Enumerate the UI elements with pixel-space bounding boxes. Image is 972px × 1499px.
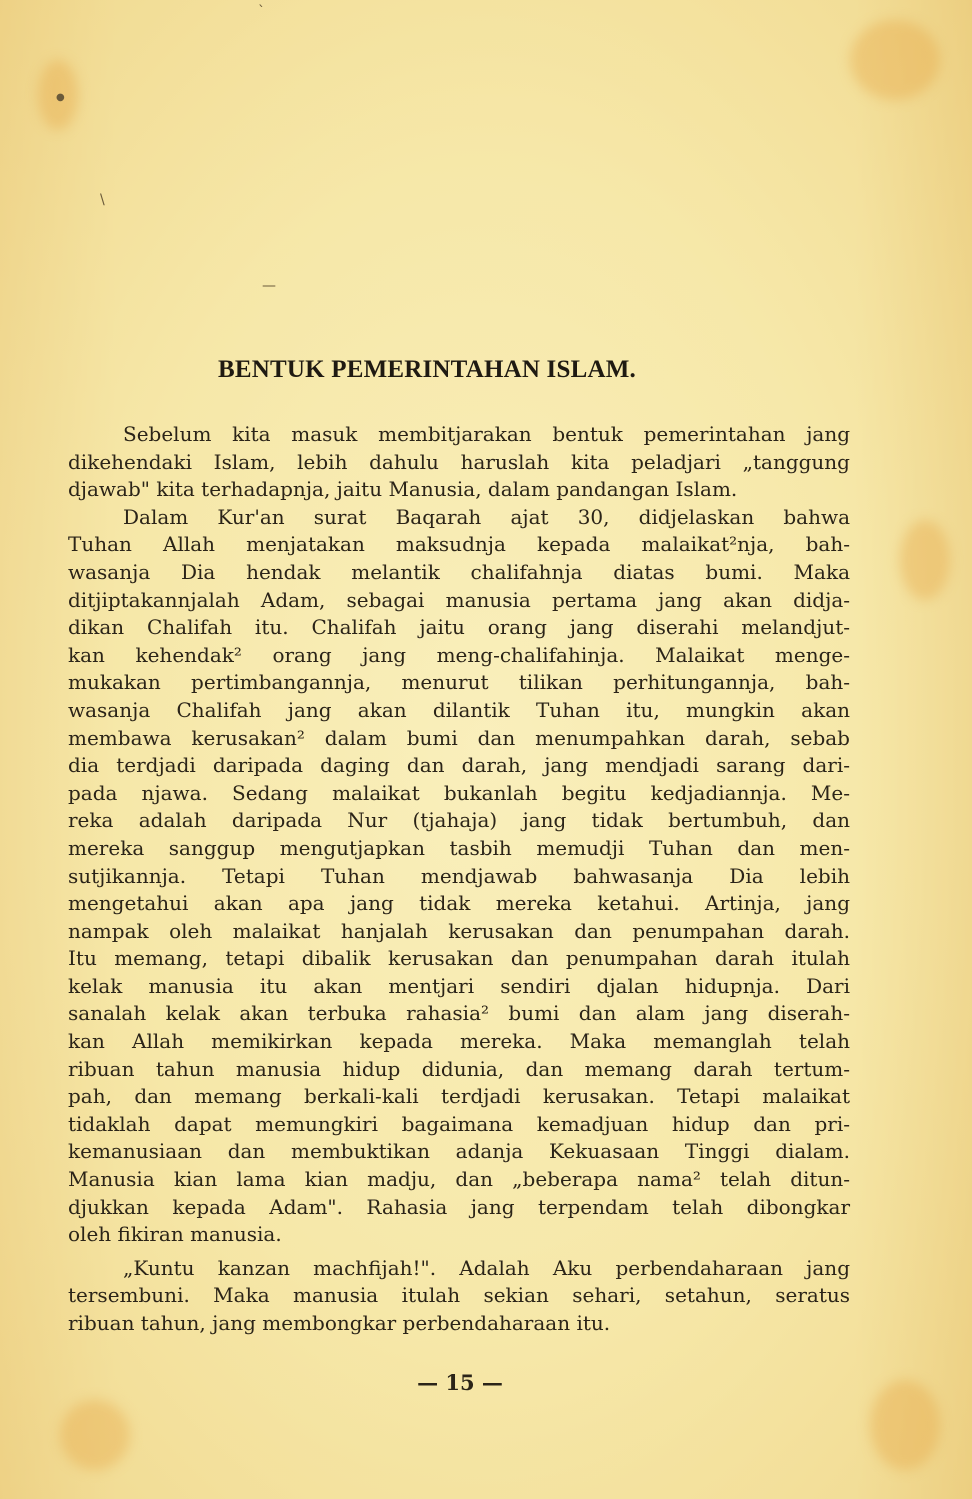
paper-stain: [60, 1400, 130, 1470]
text-line: sanalah kelak akan terbuka rahasia² bumi dan alam jang diserah-: [68, 1001, 850, 1026]
text-line: kelak manusia itu akan mentjari sendiri djalan hidupnja. Dari: [68, 973, 850, 998]
text-line: Itu memang, tetapi dibalik kerusakan dan penumpahan darah itulah: [68, 946, 850, 971]
paper-stain: [850, 20, 940, 100]
text-line: Sebelum kita masuk membitjarakan bentuk pemerintahan jang: [123, 422, 850, 446]
text-line: wasanja Chalifah jang akan dilantik Tuhan itu, mungkin akan: [68, 697, 850, 722]
text-line: dia terdjadi daripada daging dan darah, jang mendjadi sarang dari-: [68, 753, 850, 778]
body-text: [68, 421, 850, 1338]
text-line: dikan Chalifah itu. Chalifah jaitu orang jang diserahi melandjut-: [68, 615, 850, 640]
text-line: Tuhan Allah menjatakan maksudnja kepada malaikat²nja, bah-: [68, 532, 850, 557]
text-line: Manusia kian lama kian madju, dan „beberapa nama² telah ditun-: [68, 1167, 850, 1192]
text-line: mukakan pertimbangannja, menurut tilikan perhitungannja, bah-: [68, 670, 850, 695]
chapter-title: BENTUK PEMERINTAHAN ISLAM.: [218, 356, 636, 383]
text-line: pah, dan memang berkali-kali terdjadi kerusakan. Tetapi malaikat: [68, 1084, 850, 1109]
text-line: tidaklah dapat memungkiri bagaimana kemadjuan hidup dan pri-: [68, 1111, 850, 1136]
text-line: sutjikannja. Tetapi Tuhan mendjawab bahwasanja Dia lebih: [68, 863, 850, 888]
text-line: reka adalah daripada Nur (tjahaja) jang tidak bertumbuh, dan: [68, 808, 850, 833]
text-line: pada njawa. Sedang malaikat bukanlah begitu kedjadiannja. Me-: [68, 780, 850, 805]
text-line: membawa kerusakan² dalam bumi dan menumpahkan darah, sebab: [68, 725, 850, 750]
text-line: kan Allah memikirkan kepada mereka. Maka memanglah telah: [68, 1029, 850, 1054]
text-line: oleh fikiran manusia.: [68, 1222, 282, 1247]
text-line: „Kuntu kanzan machfijah!". Adalah Aku perbendaharaan jang: [123, 1255, 850, 1280]
text-line: djawab" kita terhadapnja, jaitu Manusia, dalam pandangan Islam.: [68, 477, 738, 502]
text-line: nampak oleh malaikat hanjalah kerusakan dan penumpahan darah.: [68, 918, 850, 943]
print-speck: `: [258, 4, 265, 20]
text-line: mereka sanggup mengutjapkan tasbih memudji Tuhan dan men-: [68, 835, 850, 860]
text-line: ribuan tahun, jang membongkar perbendaharaan itu.: [68, 1311, 611, 1335]
text-line: kemanusiaan dan membuktikan adanja Kekuasaan Tinggi dialam.: [68, 1139, 850, 1164]
text-line: wasanja Dia hendak melantik chalifahnja diatas bumi. Maka: [68, 559, 850, 584]
text-line: kan kehendak² orang jang meng-chalifahinja. Malaikat menge-: [68, 642, 850, 667]
text-line: mengetahui akan apa jang tidak mereka ketahui. Artinja, jang: [68, 891, 850, 916]
print-speck: \: [100, 192, 105, 208]
paper-stain: [900, 520, 950, 600]
text-line: Dalam Kur'an surat Baqarah ajat 30, didjelaskan bahwa: [123, 504, 850, 529]
text-line: tersembuni. Maka manusia itulah sekian sehari, setahun, seratus: [68, 1283, 850, 1308]
text-line: dikehendaki Islam, lebih dahulu haruslah kita peladjari „tanggung: [68, 449, 850, 474]
page-number: — 15 —: [417, 1370, 503, 1395]
text-line: ditjiptakannjalah Adam, sebagai manusia pertama jang akan didja-: [68, 587, 850, 612]
text-line: ribuan tahun manusia hidup didunia, dan memang darah tertum-: [68, 1056, 850, 1081]
text-line: djukkan kepada Adam". Rahasia jang terpendam telah dibongkar: [68, 1194, 850, 1219]
print-speck: —: [262, 278, 276, 294]
paper-stain: [870, 1380, 940, 1470]
print-speck: ●: [56, 92, 65, 103]
